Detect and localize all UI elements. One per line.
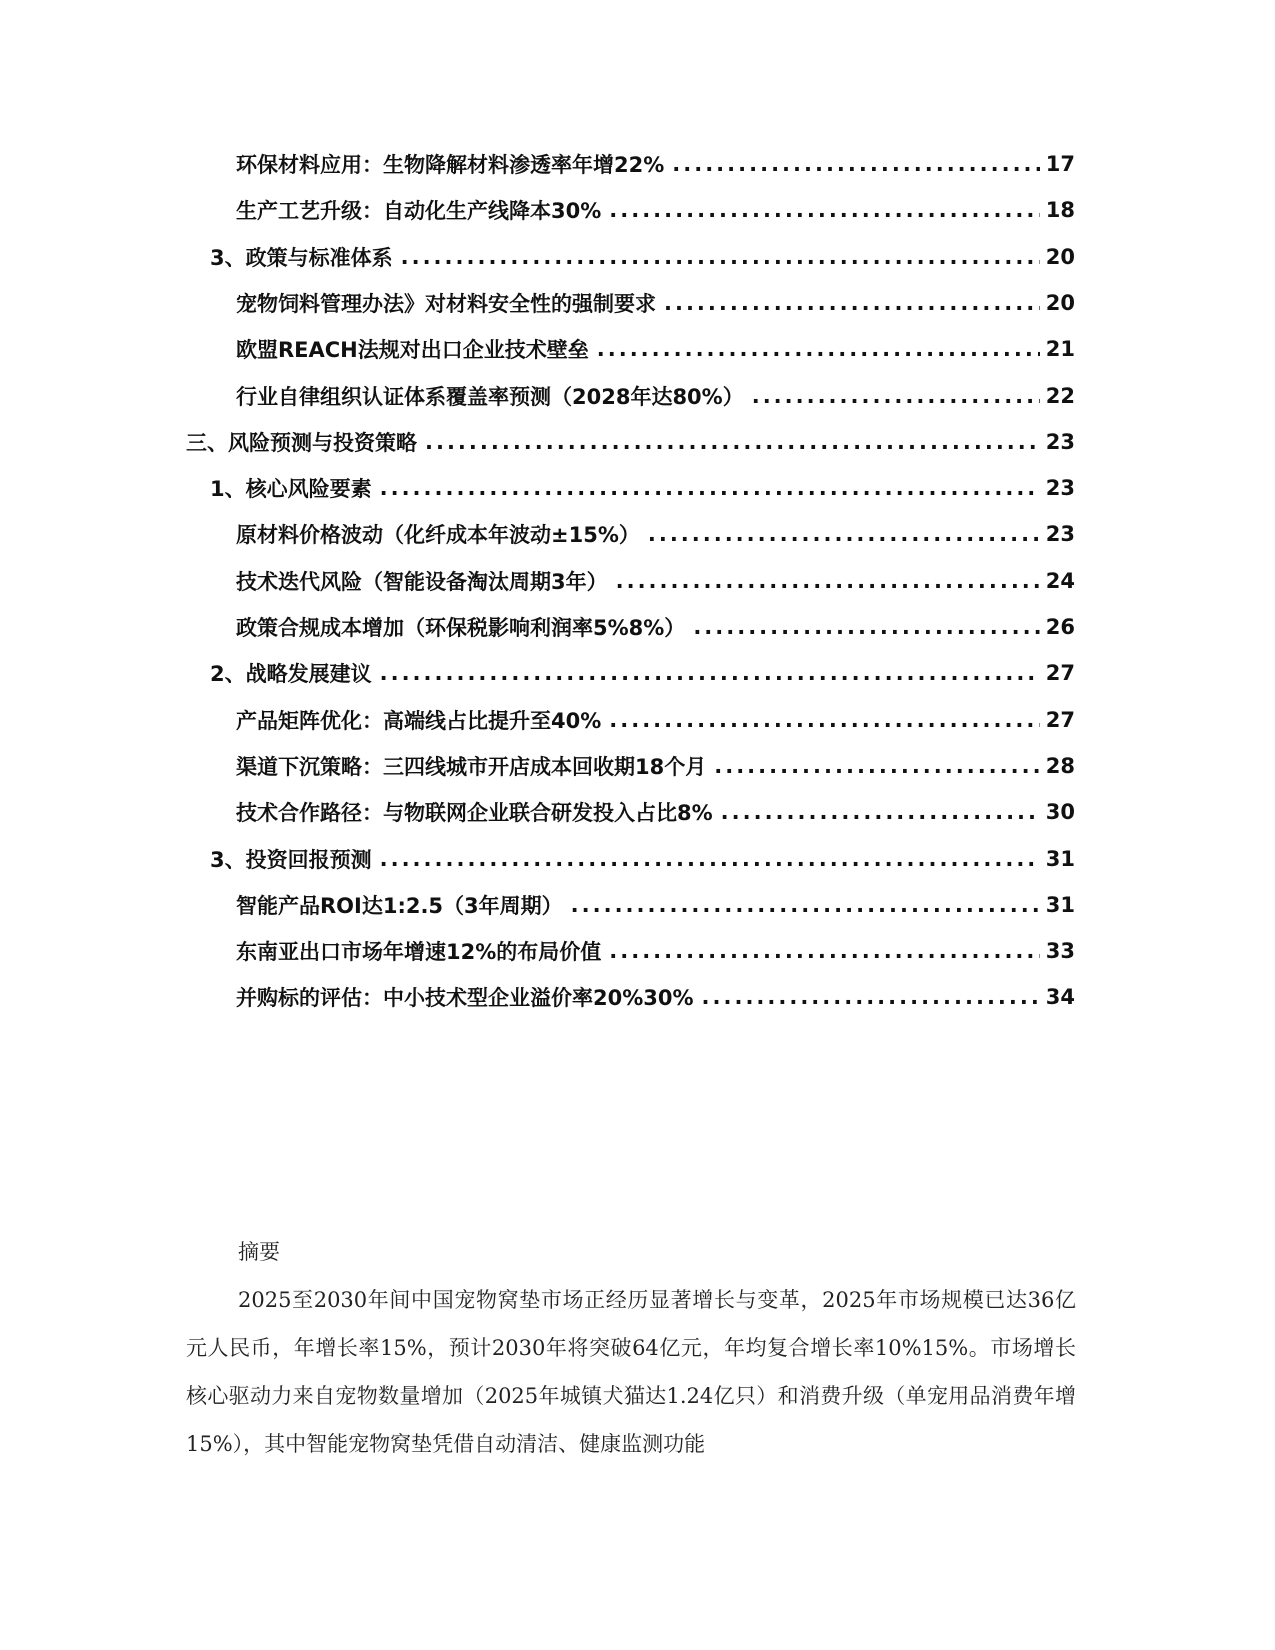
- toc-entry-page-number: 20: [1045, 244, 1075, 269]
- toc-entry[interactable]: [236, 280, 1075, 326]
- toc-entry-page-number: 23: [1045, 522, 1075, 547]
- toc-entry[interactable]: [236, 373, 1075, 419]
- toc-entry-title: 环保材料应用：生物降解材料渗透率年增22%: [236, 153, 665, 177]
- toc-entry[interactable]: [210, 234, 1075, 280]
- toc-entry-title: 智能产品ROI达1:2.5（3年周期）: [236, 893, 563, 918]
- toc-entry-page-number: 23: [1045, 429, 1075, 454]
- toc-entry-title: 宠物饲料管理办法》对材料安全性的强制要求: [236, 291, 656, 316]
- toc-entry[interactable]: [236, 928, 1075, 974]
- toc-entry[interactable]: [236, 789, 1075, 835]
- toc-entry-page-number: 27: [1045, 707, 1075, 732]
- toc-entry-title: 2、战略发展建议: [210, 662, 372, 687]
- toc-entry-title: 技术迭代风险（智能设备淘汰周期3年）: [236, 569, 608, 594]
- toc-entry-page-number: 31: [1045, 892, 1075, 917]
- toc-entry[interactable]: [210, 836, 1075, 882]
- toc-entry-page-number: 22: [1045, 383, 1075, 408]
- toc-entry-title: 渠道下沉策略：三四线城市开店成本回收期18个月: [236, 754, 707, 779]
- toc-entry-title: 欧盟REACH法规对出口企业技术壁垒: [236, 338, 589, 363]
- toc-dot-leader: [380, 476, 1040, 500]
- toc-entry-title: 1、核心风险要素: [210, 477, 372, 502]
- toc-entry[interactable]: [236, 141, 1075, 187]
- toc-entry-page-number: 24: [1045, 568, 1075, 593]
- toc-dot-leader: [714, 754, 1040, 778]
- toc-entry-page-number: 18: [1045, 198, 1075, 223]
- toc-entry-page-number: 34: [1045, 985, 1075, 1010]
- toc-entry[interactable]: [236, 697, 1075, 743]
- toc-entry-title: 并购标的评估：中小技术型企业溢价率20%30%: [236, 986, 694, 1011]
- toc-entry[interactable]: [236, 187, 1075, 233]
- toc-entry[interactable]: [186, 419, 1075, 465]
- toc-dot-leader: [609, 708, 1040, 732]
- toc-dot-leader: [380, 661, 1040, 685]
- toc-entry-title: 3、投资回报预测: [210, 847, 372, 872]
- toc-dot-leader: [401, 245, 1040, 269]
- toc-entry-title: 东南亚出口市场年增速12%的布局价值: [236, 940, 602, 965]
- toc-entry[interactable]: [236, 604, 1075, 650]
- toc-dot-leader: [609, 198, 1040, 222]
- toc-entry-title: 技术合作路径：与物联网企业联合研发投入占比8%: [236, 801, 713, 826]
- toc-entry[interactable]: [236, 326, 1075, 372]
- toc-dot-leader: [752, 384, 1040, 408]
- toc-entry-title: 政策合规成本增加（环保税影响利润率5%8%）: [236, 616, 686, 640]
- toc-dot-leader: [425, 430, 1040, 454]
- toc-dot-leader: [616, 569, 1040, 593]
- toc-entry[interactable]: [236, 511, 1075, 557]
- toc-entry-page-number: 33: [1045, 939, 1075, 964]
- toc-entry[interactable]: [236, 974, 1075, 1020]
- toc-dot-leader: [702, 985, 1040, 1009]
- toc-dot-leader: [609, 939, 1040, 963]
- toc-dot-leader: [571, 893, 1040, 917]
- toc-entry-title: 行业自律组织认证体系覆盖率预测（2028年达80%）: [236, 384, 744, 409]
- toc-entry-page-number: 30: [1045, 800, 1075, 825]
- toc-entry-title: 原材料价格波动（化纤成本年波动±15%）: [236, 523, 640, 548]
- toc-dot-leader: [693, 615, 1039, 639]
- toc-entry-title: 三、风险预测与投资策略: [186, 430, 417, 455]
- toc-dot-leader: [664, 291, 1040, 315]
- abstract-body: 2025至2030年间中国宠物窝垫市场正经历显著增长与变革，2025年市场规模已达36亿元人民币，年增长率15%，预计2030年将突破64亿元，年均复合增长率10%15%。市场增长核心驱动力来自宠物数量增加（2025年城镇犬猫达1.24亿只）和消费升级（单宠用品消费年增15%），其中智能宠物窝垫凭借自动清洁、健康监测功能: [186, 1288, 1076, 1456]
- toc-entry[interactable]: [210, 650, 1075, 696]
- toc-entry-page-number: 21: [1045, 337, 1075, 362]
- toc-entry[interactable]: [236, 558, 1075, 604]
- toc-entry-page-number: 20: [1045, 290, 1075, 315]
- toc-dot-leader: [380, 847, 1040, 871]
- toc-entry[interactable]: [236, 743, 1075, 789]
- toc-entry-page-number: 26: [1045, 615, 1075, 639]
- toc-entry-title: 产品矩阵优化：高端线占比提升至40%: [236, 708, 602, 733]
- toc-entry[interactable]: [236, 882, 1075, 928]
- toc-entry-page-number: 31: [1045, 846, 1075, 871]
- toc-entry[interactable]: [210, 465, 1075, 511]
- toc-dot-leader: [721, 800, 1040, 824]
- toc-entry-page-number: 27: [1045, 661, 1075, 686]
- toc-dot-leader: [672, 152, 1040, 176]
- abstract-title: 摘要: [238, 1240, 280, 1264]
- toc-entry-title: 生产工艺升级：自动化生产线降本30%: [236, 199, 602, 224]
- toc-entry-page-number: 28: [1045, 753, 1075, 778]
- toc-dot-leader: [648, 522, 1040, 546]
- toc-entry-page-number: 17: [1045, 152, 1075, 176]
- toc-dot-leader: [597, 337, 1040, 361]
- toc-entry-title: 3、政策与标准体系: [210, 245, 393, 270]
- toc-entry-page-number: 23: [1045, 476, 1075, 501]
